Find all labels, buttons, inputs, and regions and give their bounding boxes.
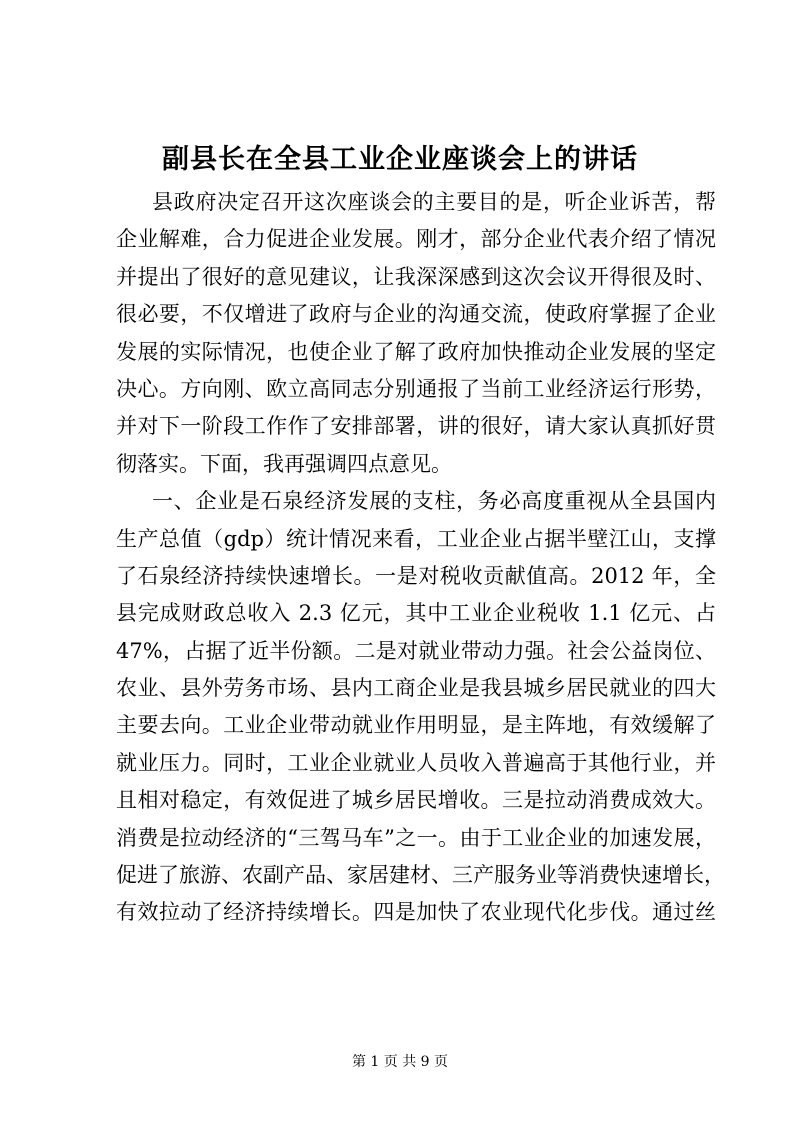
body-line: 县政府决定召开这次座谈会的主要目的是，听企业诉苦，帮 [152,190,716,214]
body-line: 且相对稳定，有效促进了城乡居民增收。三是拉动消费成效大。 [116,788,716,813]
body-line: 47%，占据了近半份额。二是对就业带动力强。社会公益岗位、 [116,638,716,663]
body-line: 就业压力。同时，工业企业就业人员收入普遍高于其他行业，并 [116,750,716,775]
body-line: 有效拉动了经济持续增长。四是加快了农业现代化步伐。通过丝 [116,900,716,925]
body-line: 决心。方向刚、欧立高同志分别通报了当前工业经济运行形势， [116,376,716,401]
body-line: 企业解难，合力促进企业发展。刚才，部分企业代表介绍了情况 [116,227,716,252]
body-line: 很必要，不仅增进了政府与企业的沟通交流，使政府掌握了企业 [116,302,716,327]
body-line: 消费是拉动经济的“三驾马车”之一。由于工业企业的加速发展， [116,825,716,850]
body-line: 主要去向。工业企业带动就业作用明显，是主阵地，有效缓解了 [116,713,716,738]
document-title: 副县长在全县工业企业座谈会上的讲话 [162,144,638,175]
body-line: 农业、县外劳务市场、县内工商企业是我县城乡居民就业的四大 [116,676,716,701]
body-line: 促进了旅游、农副产品、家居建材、三产服务业等消费快速增长， [116,863,725,888]
body-line: 并对下一阶段工作作了安排部署，讲的很好，请大家认真抓好贯 [116,414,716,439]
body-line: 一、企业是石泉经济发展的支柱，务必高度重视从全县国内 [152,489,716,514]
document-body [116,184,725,932]
body-line: 生产总值（gdp）统计情况来看，工业企业占据半壁江山，支撑 [116,526,716,551]
body-line: 了石泉经济持续快速增长。一是对税收贡献值高。2012 年，全 [116,563,716,588]
page-number-footer: 第 1 页 共 9 页 [351,1054,449,1070]
body-line: 彻落实。下面，我再强调四点意见。 [116,451,452,476]
body-line: 并提出了很好的意见建议，让我深深感到这次会议开得很及时、 [116,264,716,289]
body-line: 县完成财政总收入 2.3 亿元，其中工业企业税收 1.1 亿元、占 [116,601,716,626]
body-line: 发展的实际情况，也使企业了解了政府加快推动企业发展的坚定 [116,339,716,364]
